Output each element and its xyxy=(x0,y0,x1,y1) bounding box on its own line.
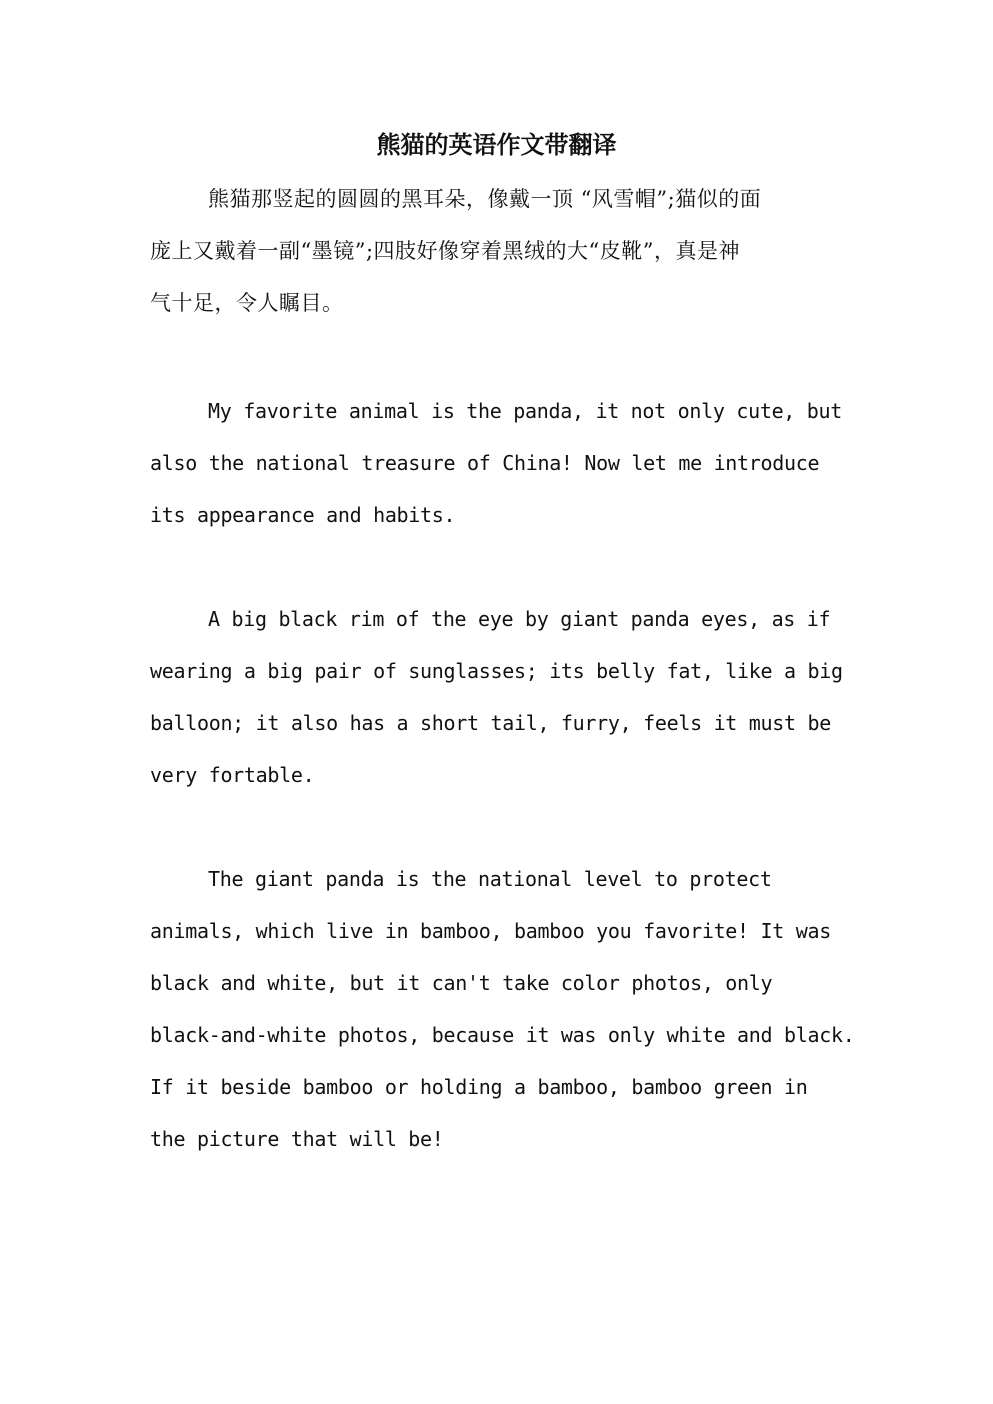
paragraph-line: 熊猫那竖起的圆圆的黑耳朵，像戴一顶 “风雪帽”;猫似的面 xyxy=(208,187,762,211)
paragraph-line: also the national treasure of China! Now let me introduce xyxy=(150,451,820,475)
paragraph-line: A big black rim of the eye by giant panda eyes, as if xyxy=(208,607,831,631)
paragraph-line: animals, which live in bamboo, bamboo you favorite! It was xyxy=(150,919,831,943)
paragraph-line: My favorite animal is the panda, it not only cute, but xyxy=(208,399,843,423)
paragraph-line: 气十足，令人瞩目。 xyxy=(150,291,344,315)
paragraph-line: its appearance and habits. xyxy=(150,503,456,527)
paragraph-chinese-intro xyxy=(150,173,855,329)
paragraph-line: black-and-white photos, because it was only white and black. xyxy=(150,1023,855,1047)
paragraph-line: the picture that will be! xyxy=(150,1127,444,1151)
paragraph-line: The giant panda is the national level to protect xyxy=(208,867,772,891)
paragraph-english-1 xyxy=(150,385,855,541)
paragraph-english-2 xyxy=(150,593,855,801)
paragraph-english-3 xyxy=(150,853,855,1165)
paragraph-line: wearing a big pair of sunglasses; its belly fat, like a big xyxy=(150,659,843,683)
paragraph-line: very fortable. xyxy=(150,763,315,787)
paragraph-line: black and white, but it can't take color photos, only xyxy=(150,971,773,995)
document-title: 熊猫的英语作文带翻译 xyxy=(376,130,617,159)
paragraph-line: balloon; it also has a short tail, furry, feels it must be xyxy=(150,711,831,735)
paragraph-line: 庞上又戴着一副“墨镜”;四肢好像穿着黑绒的大“皮靴”，真是神 xyxy=(150,239,741,263)
paragraph-line: If it beside bamboo or holding a bamboo, bamboo green in xyxy=(150,1075,808,1099)
